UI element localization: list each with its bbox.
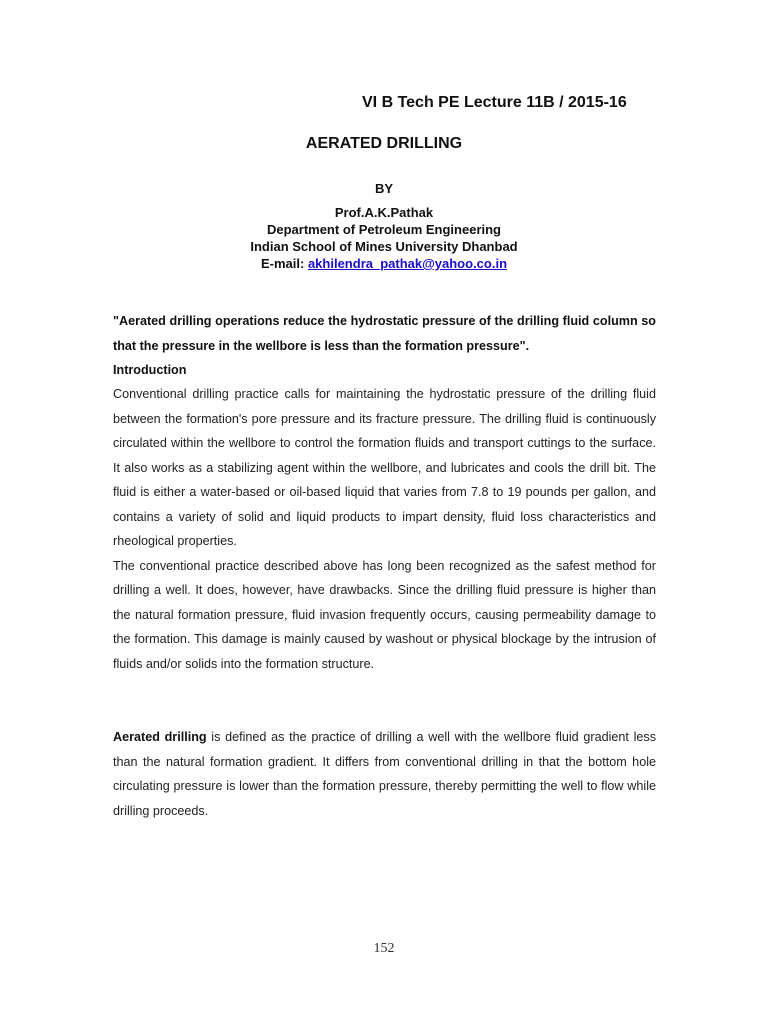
author-name: Prof.A.K.Pathak [334,205,434,220]
email-link[interactable]: akhilendra_pathak@yahoo.co.in [307,256,508,271]
aerated-drilling-term: Aerated drilling [113,730,207,744]
lecture-title: VI B Tech PE Lecture 11B / 2015-16 [362,94,627,111]
author-institution: Indian School of Mines University Dhanbad [250,239,518,254]
introduction-heading: Introduction [113,363,187,377]
author-block [0,204,768,272]
author-email-line [0,255,768,272]
by-label: BY [374,181,394,196]
aerated-drilling-paragraph [113,725,656,823]
introduction-paragraph-2: The conventional practice described above has long been recognized as the safest method for drilling a well. It does, however, have drawbacks. Since the drilling fluid pressure is higher than the natural formation pressure, fluid invasion frequently occurs, causing permeability damage to the formation. This damage is mainly caused by washout or physical blockage by the intrusion of fluids and/or solids into the formation structure. [113,558,656,671]
page-number: 152 [373,941,395,956]
definition-quote: "Aerated drilling operations reduce the hydrostatic pressure of the drilling fluid column so that the pressure in the wellbore is less than the formation pressure". [113,314,656,353]
document-title: AERATED DRILLING [305,135,463,152]
author-department: Department of Petroleum Engineering [266,222,502,237]
introduction-body [113,382,656,676]
introduction-paragraph-1: Conventional drilling practice calls for maintaining the hydrostatic pressure of the drilling fluid between the formation's pore pressure and its fracture pressure. The drilling fluid is continuously circulated within the wellbore to control the formation fluids and transport cuttings to the surface. It also works as a stabilizing agent within the wellbore, and lubricates and cools the drill bit. The fluid is either a water-based or oil-based liquid that varies from 7.8 to 19 pounds per gallon, and contains a variety of solid and liquid products to impart density, fluid loss characteristics and rheological properties. [113,387,656,548]
aerated-drilling-definition: is defined as the practice of drilling a well with the wellbore fluid gradient less than the natural formation gradient. It differs from conventional drilling in that the bottom hole circulating pressure is lower than the formation pressure, thereby permitting the well to flow while drilling proceeds. [113,730,657,818]
email-label: E-mail: [260,256,305,271]
